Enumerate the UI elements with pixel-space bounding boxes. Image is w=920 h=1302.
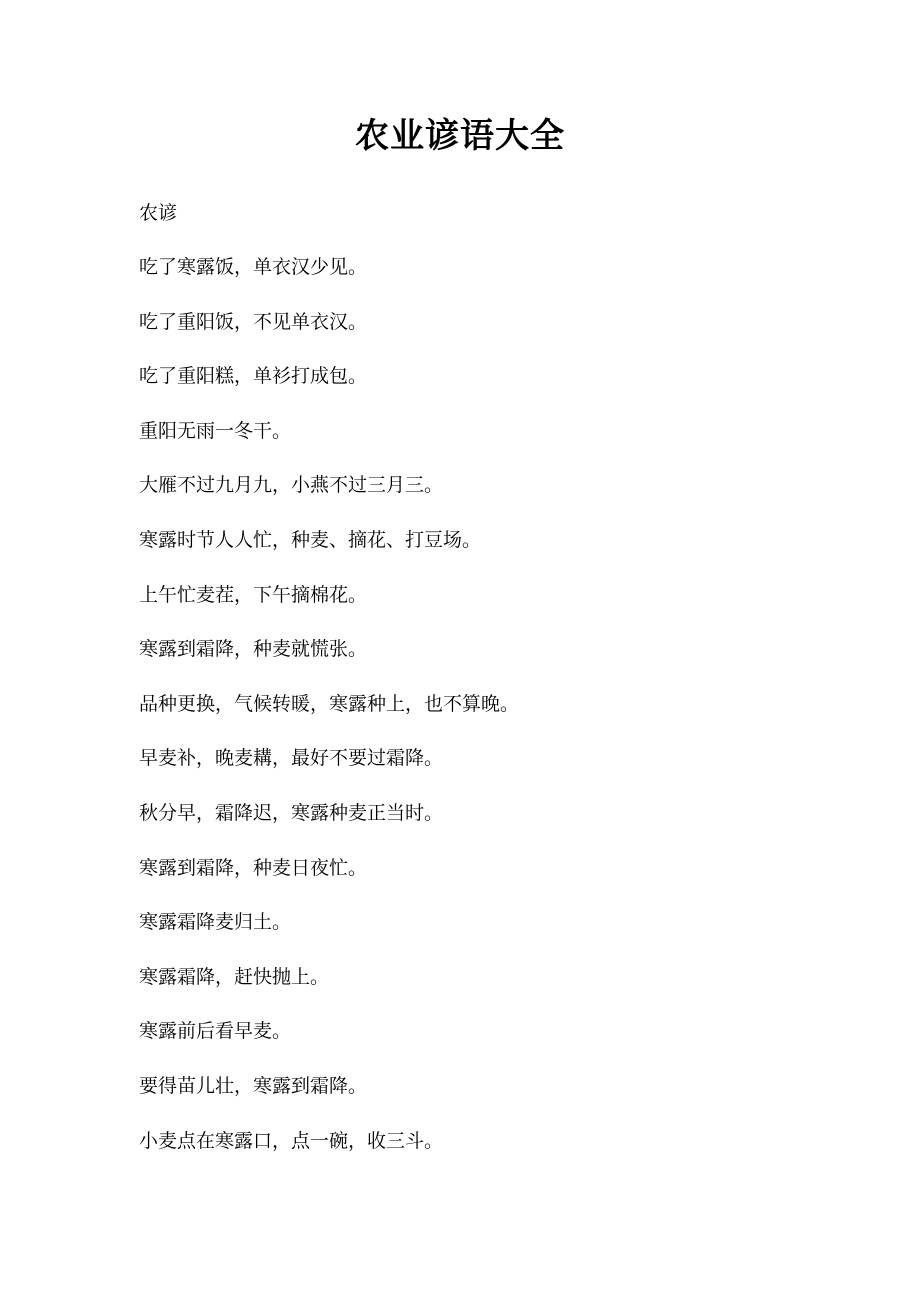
proverb-line: 寒露霜降麦归土。 <box>139 911 292 934</box>
page-title: 农业谚语大全 <box>355 116 565 156</box>
proverb-line: 寒露到霜降，种麦日夜忙。 <box>139 856 368 879</box>
proverb-line: 小麦点在寒露口，点一碗，收三斗。 <box>139 1129 444 1152</box>
section-subtitle: 农谚 <box>139 202 178 224</box>
proverb-line: 品种更换，气候转暖，寒露种上，也不算晚。 <box>139 692 520 715</box>
proverb-line: 早麦补，晚麦耩，最好不要过霜降。 <box>139 747 444 770</box>
proverb-line: 上午忙麦茬，下午摘棉花。 <box>139 583 368 606</box>
proverb-list <box>139 253 519 1181</box>
proverb-line: 寒露到霜降，种麦就慌张。 <box>139 638 368 661</box>
proverb-line: 要得苗儿壮，寒露到霜降。 <box>139 1074 368 1097</box>
proverb-line: 大雁不过九月九，小燕不过三月三。 <box>139 474 444 497</box>
proverb-line: 吃了寒露饭，单衣汉少见。 <box>139 256 368 278</box>
proverb-line: 寒露时节人人忙，种麦、摘花、打豆场。 <box>139 528 482 551</box>
proverb-line: 秋分早，霜降迟，寒露种麦正当时。 <box>139 801 444 824</box>
proverb-line: 吃了重阳糕，单衫打成包。 <box>139 365 368 388</box>
proverb-line: 寒露前后看早麦。 <box>139 1020 292 1043</box>
proverb-line: 吃了重阳饭，不见单衣汉。 <box>139 310 368 333</box>
proverb-line: 重阳无雨一冬干。 <box>139 419 292 442</box>
proverb-line: 寒露霜降，赶快抛上。 <box>139 965 330 988</box>
